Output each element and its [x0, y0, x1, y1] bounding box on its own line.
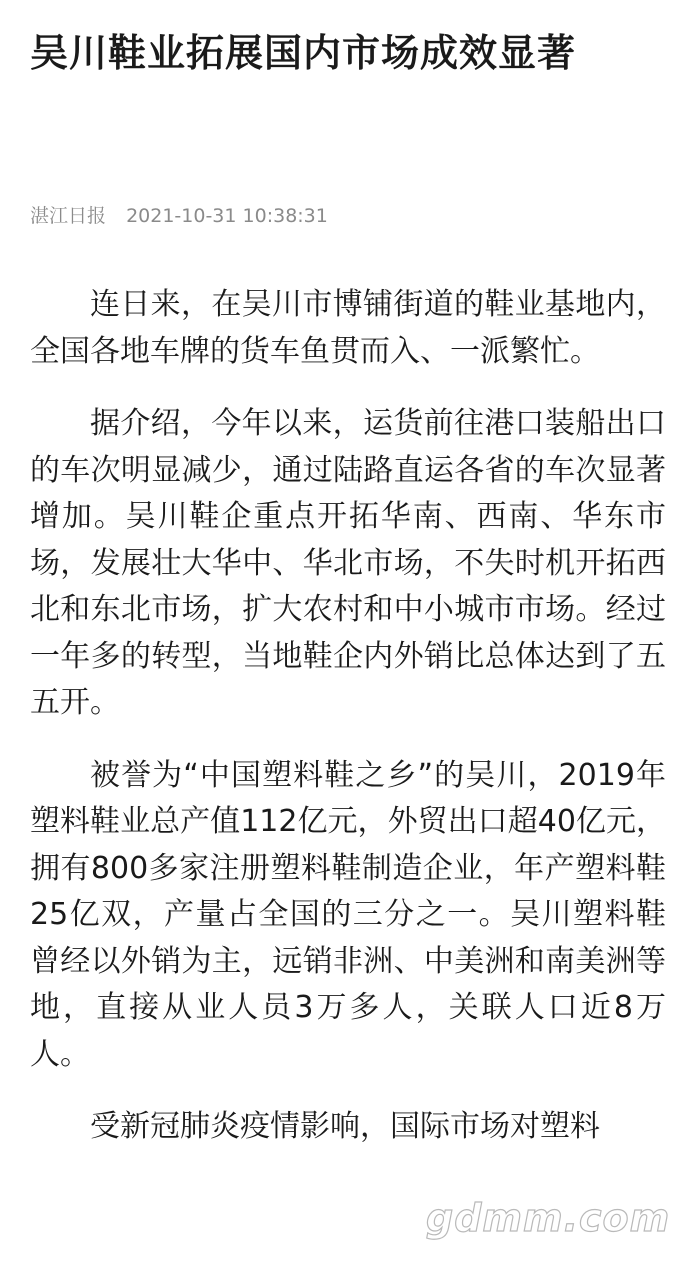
article-source[interactable]: 湛江日报: [30, 205, 107, 227]
article-body: [30, 282, 666, 1177]
paragraph: 据介绍，今年以来，运货前往港口装船出口的车次明显减少，通过陆路直运各省的车次显著增加。吴川鞋企重点开拓华南、西南、华东市场，发展壮大华中、华北市场，不失时机开拓西北和东北市场，扩大农村和中小城市市场。经过一年多的转型，当地鞋企内外销比总体达到了五五开。: [30, 406, 666, 720]
paragraph: 连日来，在吴川市博铺街道的鞋业基地内，全国各地车牌的货车鱼贯而入、一派繁忙。: [30, 287, 666, 369]
paragraph: 被誉为“中国塑料鞋之乡”的吴川，2019年塑料鞋业总产值112亿元，外贸出口超40亿元，拥有800多家注册塑料鞋制造企业，年产塑料鞋25亿双，产量占全国的三分之一。吴川塑料鞋曾经以外销为主，远销非洲、中美洲和南美洲等地，直接从业人员3万多人，关联人口近8万人。: [30, 757, 666, 1072]
paragraph: 受新冠肺炎疫情影响，国际市场对塑料: [90, 1109, 600, 1144]
watermark: gdmm.com: [426, 1196, 671, 1240]
article-datetime: 2021-10-31 10:38:31: [126, 205, 328, 227]
article-meta: [30, 200, 328, 232]
article-title: 吴川鞋业拓展国内市场成效显著: [30, 31, 577, 75]
